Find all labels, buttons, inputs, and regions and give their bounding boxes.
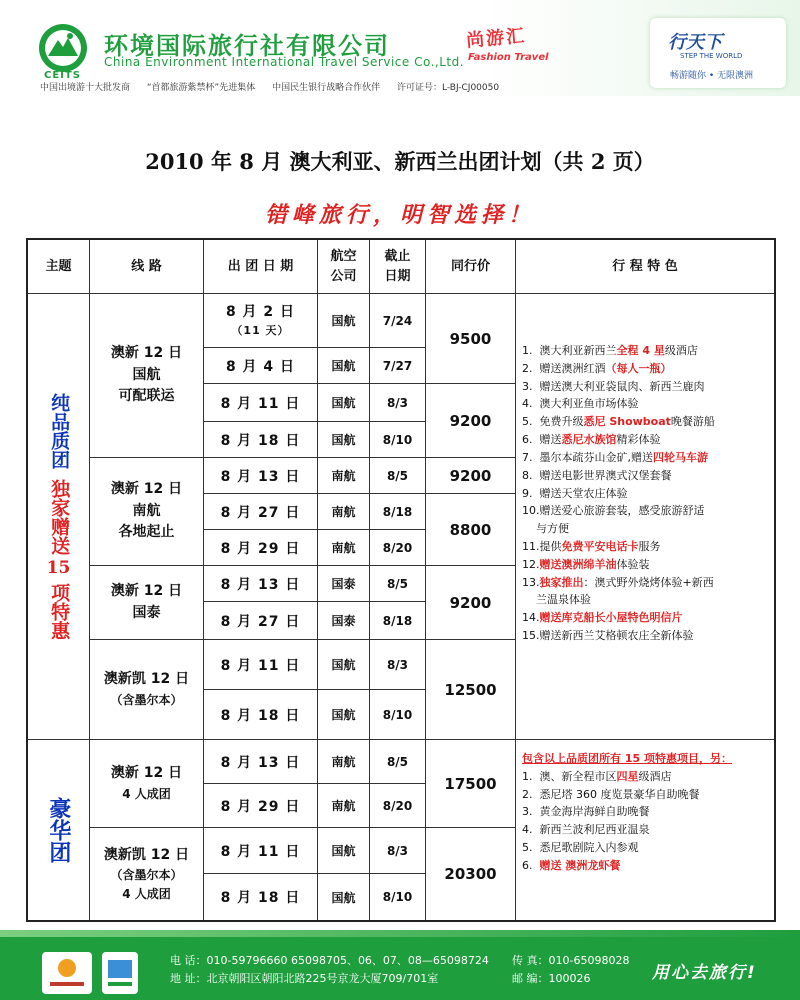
airline-cell: 国航 xyxy=(318,384,370,422)
departure-date: 8 月 18 日 xyxy=(204,690,318,740)
xingtianxia-logo-subtitle: STEP THE WORLD xyxy=(680,52,743,60)
departure-date: 8 月 18 日 xyxy=(204,422,318,458)
feature-item: 4. 澳大利亚鱼市场体验 xyxy=(522,397,639,411)
theme-quality-name xyxy=(48,393,69,469)
route-name: 澳新 12 日 xyxy=(110,765,183,782)
header-route: 线 路 xyxy=(90,240,204,294)
route-cell xyxy=(90,640,204,740)
route-name: 澳新 12 日 xyxy=(110,344,183,361)
deadline-cell: 7/27 xyxy=(370,348,426,384)
departure-date: 8 月 13 日 xyxy=(204,566,318,602)
header-deadline xyxy=(370,240,426,294)
airline-cell: 国泰 xyxy=(318,566,370,602)
airline-cell: 国航 xyxy=(318,640,370,690)
features-luxury-heading: 包含以上品质团所有 15 项特惠项目，另： xyxy=(522,752,732,765)
theme-char: 项特惠 xyxy=(48,582,71,640)
theme-exclusive-offer xyxy=(47,479,71,639)
deadline-cell: 8/20 xyxy=(370,530,426,566)
deadline-cell: 8/3 xyxy=(370,828,426,874)
company-name-en: China Environment International Travel Service Co.,Ltd. xyxy=(104,55,465,69)
company-credentials xyxy=(40,80,513,93)
feature-item: 4. 新西兰波利尼西亚温泉 xyxy=(522,823,650,837)
price-cell: 17500 xyxy=(426,740,516,828)
footer-slogan: 用心去旅行! xyxy=(652,963,757,983)
deadline-cell: 8/5 xyxy=(370,740,426,784)
feature-item: 10. 赠送爱心旅游套装，感受旅游舒适 xyxy=(522,504,705,518)
fashion-travel-logo-text: Fashion Travel xyxy=(468,52,549,63)
airline-cell: 国航 xyxy=(318,874,370,920)
route-note: （含墨尔本） xyxy=(110,693,183,708)
price-cell: 8800 xyxy=(426,494,516,566)
feature-item: 1. 澳大利亚新西兰全程 4 星级酒店 xyxy=(522,344,698,357)
departure-date: 8 月 29 日 xyxy=(204,784,318,828)
price-cell: 9200 xyxy=(426,384,516,458)
theme-char: 独家赠送 xyxy=(48,479,71,556)
feature-item: 6. 赠送悉尼水族馆精彩体验 xyxy=(522,433,661,447)
header-airline-line: 航空 xyxy=(330,249,357,264)
route-cell xyxy=(90,566,204,640)
route-airline: 国航 xyxy=(132,366,161,383)
ceits-logo-text: CEITS xyxy=(44,70,81,81)
airline-cell: 南航 xyxy=(318,784,370,828)
departure-date: 8 月 27 日 xyxy=(204,602,318,640)
deadline-cell: 8/3 xyxy=(370,640,426,690)
footer-partner-logo-icon xyxy=(42,952,92,994)
departure-date: 8 月 11 日 xyxy=(204,384,318,422)
departure-date xyxy=(204,294,318,348)
price-cell: 12500 xyxy=(426,640,516,740)
feature-item: 14. 赠送库克船长小屋特色明信片 xyxy=(522,611,683,625)
deadline-cell: 8/3 xyxy=(370,384,426,422)
company-name-cn: 环境国际旅行社有限公司 xyxy=(104,32,390,60)
airline-cell: 南航 xyxy=(318,530,370,566)
date-subtext: （11 天） xyxy=(231,323,290,337)
route-airline: 南航 xyxy=(132,502,161,519)
route-cell xyxy=(90,458,204,566)
route-note: 4 人成团 xyxy=(122,886,171,901)
header-theme: 主题 xyxy=(28,240,90,294)
route-cell xyxy=(90,828,204,920)
features-luxury-list xyxy=(522,750,772,875)
feature-item-continued: 与方便 xyxy=(536,522,569,536)
airline-cell: 国泰 xyxy=(318,602,370,640)
route-name: 澳新 12 日 xyxy=(110,582,183,599)
deadline-cell: 8/10 xyxy=(370,690,426,740)
feature-item: 8. 赠送电影世界澳式汉堡套餐 xyxy=(522,468,672,482)
theme-char: 纯品质团 xyxy=(48,393,71,470)
theme-char: 豪华团 xyxy=(45,797,72,863)
header-banner xyxy=(0,0,800,96)
deadline-cell: 7/24 xyxy=(370,294,426,348)
footer-accent-strip xyxy=(0,930,800,937)
price-cell: 9200 xyxy=(426,458,516,494)
route-note: 4 人成团 xyxy=(122,787,171,802)
credential-tag: “首都旅游紫禁杯”先进集体 xyxy=(146,83,256,93)
deadline-cell: 8/5 xyxy=(370,458,426,494)
footer-zip: 邮 编：100026 xyxy=(512,972,591,985)
airline-cell: 国航 xyxy=(318,828,370,874)
xingtianxia-logo-icon xyxy=(650,18,786,88)
footer-fax: 传 真：010-65098028 xyxy=(512,954,630,967)
deadline-cell: 8/20 xyxy=(370,784,426,828)
airline-cell: 国航 xyxy=(318,690,370,740)
tour-schedule-table xyxy=(26,238,776,922)
airline-cell: 国航 xyxy=(318,348,370,384)
feature-item: 2. 悉尼塔 360 度览景豪华自助晚餐 xyxy=(522,787,700,801)
feature-item: 1. 澳、新全程市区四星级酒店 xyxy=(522,769,672,783)
departure-date: 8 月 11 日 xyxy=(204,640,318,690)
route-name: 澳新凯 12 日 xyxy=(103,846,190,863)
route-airline: 国泰 xyxy=(132,604,161,621)
footer-partner-logo-icon xyxy=(102,952,138,994)
feature-item: 13. 独家推出：澳式野外烧烤体验+新西 xyxy=(522,575,714,589)
route-note: 可配联运 xyxy=(118,388,175,405)
header-airline-line: 公司 xyxy=(330,268,357,284)
feature-item-continued: 兰温泉体验 xyxy=(536,593,591,607)
feature-item: 11. 提供免费平安电话卡服务 xyxy=(522,539,661,553)
feature-item: 3. 黄金海岸海鲜自助晚餐 xyxy=(522,805,650,819)
price-cell: 20300 xyxy=(426,828,516,920)
airline-cell: 南航 xyxy=(318,740,370,784)
xingtianxia-slogan: 畅游随你 • 无限澳洲 xyxy=(670,71,754,81)
airline-cell: 南航 xyxy=(318,458,370,494)
header-price: 同行价 xyxy=(426,240,516,294)
feature-item: 3. 赠送澳大利亚袋鼠肉、新西兰鹿肉 xyxy=(522,379,705,393)
date-text: 8 月 2 日 xyxy=(225,304,296,320)
route-name: 澳新凯 12 日 xyxy=(103,671,190,688)
route-cell xyxy=(90,740,204,828)
departure-date: 8 月 29 日 xyxy=(204,530,318,566)
feature-item: 6. 赠送 澳洲龙虾餐 xyxy=(522,858,621,872)
feature-item: 2. 赠送澳洲红酒（每人一瓶） xyxy=(522,361,672,375)
fashion-travel-logo-icon: 尚游汇 xyxy=(465,25,527,52)
departure-date: 8 月 4 日 xyxy=(204,348,318,384)
deadline-cell: 8/18 xyxy=(370,494,426,530)
theme-char: 15 xyxy=(46,558,71,579)
footer-address: 地 址：北京朝阳区朝阳北路225号京龙大厦709/701室 xyxy=(170,972,439,985)
xingtianxia-logo-title: 行天下 xyxy=(668,32,722,53)
price-cell: 9500 xyxy=(426,294,516,384)
credential-tag: 中国出境游十大批发商 xyxy=(40,83,131,93)
departure-date: 8 月 27 日 xyxy=(204,494,318,530)
features-quality-list xyxy=(522,342,772,645)
departure-date: 8 月 11 日 xyxy=(204,828,318,874)
page-title: 2010 年 8 月 澳大利亚、新西兰出团计划（共 2 页） xyxy=(145,149,655,174)
deadline-cell: 8/10 xyxy=(370,422,426,458)
airline-cell: 国航 xyxy=(318,294,370,348)
route-cell xyxy=(90,294,204,458)
footer-phone: 电 话：010-59796660 65098705、06、07、08—65098724 xyxy=(170,954,489,967)
credential-tag: 中国民生银行战略合作伙伴 xyxy=(272,83,381,93)
departure-date: 8 月 13 日 xyxy=(204,458,318,494)
feature-item: 5. 免费升级悉尼 Showboat晚餐游船 xyxy=(522,415,715,429)
header-date: 出 团 日 期 xyxy=(204,240,318,294)
feature-item: 9. 赠送天堂农庄体验 xyxy=(522,486,628,500)
feature-item: 12. 赠送澳洲绵羊油体验装 xyxy=(522,557,650,571)
feature-item: 5. 悉尼歌剧院入内参观 xyxy=(522,841,639,855)
theme-luxury-group xyxy=(28,740,90,920)
departure-date: 8 月 13 日 xyxy=(204,740,318,784)
header-features: 行 程 特 色 xyxy=(516,240,774,294)
header-airline xyxy=(318,240,370,294)
license-number: 许可证号：L-BJ-CJ00050 xyxy=(396,83,500,93)
theme-quality-group xyxy=(28,294,90,740)
route-note: （含墨尔本） xyxy=(110,868,183,883)
price-cell: 9200 xyxy=(426,566,516,640)
route-note: 各地起止 xyxy=(118,524,175,541)
departure-date: 8 月 18 日 xyxy=(204,874,318,920)
deadline-cell: 8/5 xyxy=(370,566,426,602)
feature-item: 15. 赠送新西兰艾格顿农庄全新体验 xyxy=(522,629,694,642)
airline-cell: 国航 xyxy=(318,422,370,458)
airline-cell: 南航 xyxy=(318,494,370,530)
header-deadline-line: 日期 xyxy=(384,268,411,284)
page-slogan: 错峰旅行，明智选择！ xyxy=(264,203,535,228)
header-deadline-line: 截止 xyxy=(384,249,411,264)
feature-item: 7. 墨尔本疏芬山金矿,赠送四轮马车游 xyxy=(522,450,708,464)
deadline-cell: 8/18 xyxy=(370,602,426,640)
deadline-cell: 8/10 xyxy=(370,874,426,920)
route-name: 澳新 12 日 xyxy=(110,480,183,497)
